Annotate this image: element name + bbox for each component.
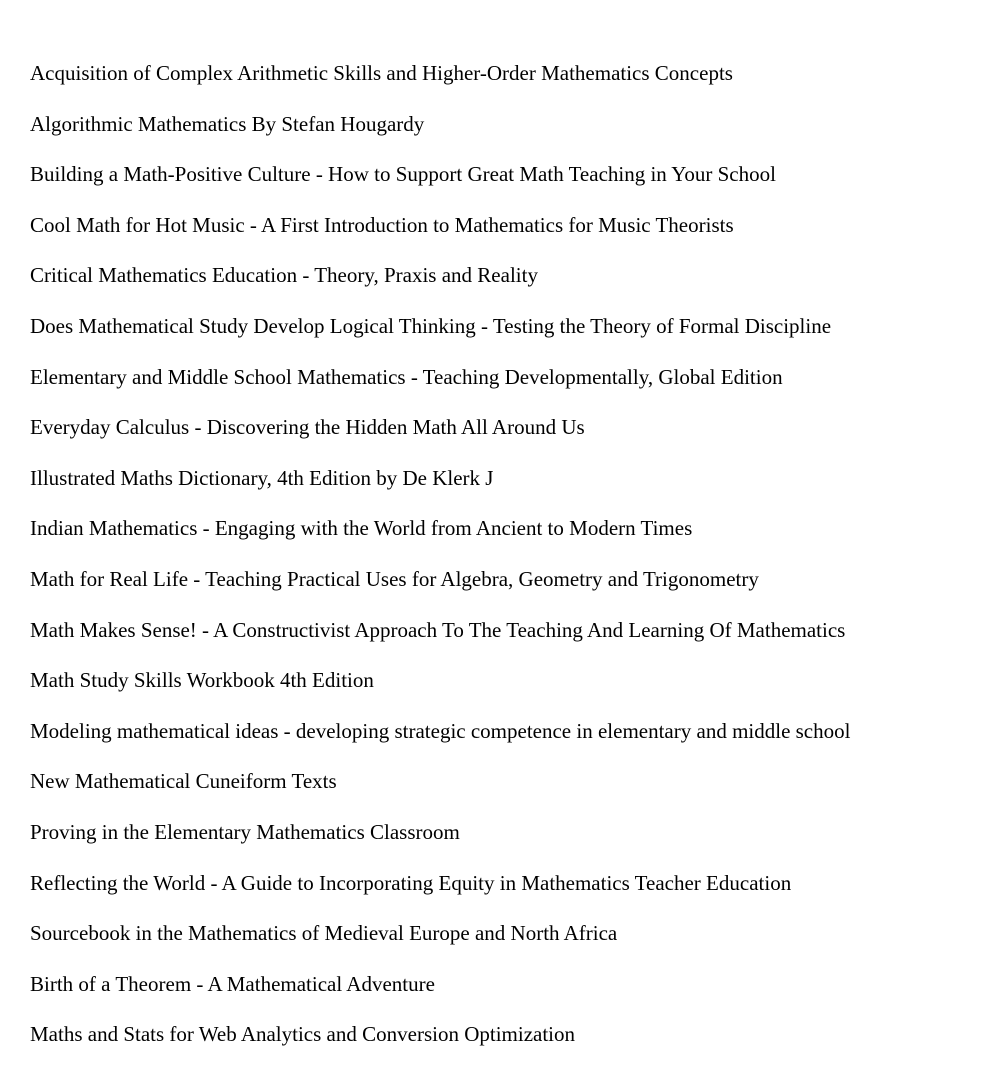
book-title: Algorithmic Mathematics By Stefan Hougardy — [30, 111, 425, 136]
book-title: Math for Real Life - Teaching Practical Uses for Algebra, Geometry and Trigonometry — [30, 566, 759, 591]
book-title: Everyday Calculus - Discovering the Hidden Math All Around Us — [30, 415, 585, 440]
book-title: Elementary and Middle School Mathematics - Teaching Developmentally, Global Edition — [30, 364, 783, 389]
book-title: Maths and Stats for Web Analytics and Conversion Optimization — [30, 1022, 576, 1047]
book-title: Cool Math for Hot Music - A First Introduction to Mathematics for Music Theorists — [30, 212, 734, 237]
book-title: Proving in the Elementary Mathematics Classroom — [30, 819, 460, 844]
book-title: Critical Mathematics Education - Theory, Praxis and Reality — [30, 263, 538, 288]
book-title: Reflecting the World - A Guide to Incorporating Equity in Mathematics Teacher Education — [30, 870, 792, 895]
book-title: Birth of a Theorem - A Mathematical Adventure — [30, 971, 435, 996]
document-page — [30, 58, 980, 1070]
book-title: New Mathematical Cuneiform Texts — [30, 769, 337, 794]
book-title: Acquisition of Complex Arithmetic Skills and Higher-Order Mathematics Concepts — [30, 61, 733, 85]
book-title: Math Makes Sense! - A Constructivist Approach To The Teaching And Learning Of Mathematics — [30, 617, 846, 642]
book-title: Indian Mathematics - Engaging with the World from Ancient to Modern Times — [30, 516, 693, 541]
book-title: Math Study Skills Workbook 4th Edition — [30, 668, 374, 693]
book-title: Does Mathematical Study Develop Logical Thinking - Testing the Theory of Formal Discipline — [30, 313, 832, 338]
book-title: Sourcebook in the Mathematics of Medieval Europe and North Africa — [30, 921, 618, 946]
book-title: Illustrated Maths Dictionary, 4th Edition by De Klerk J — [30, 465, 494, 490]
book-title-list — [30, 58, 980, 1070]
book-title: Building a Math-Positive Culture - How to Support Great Math Teaching in Your School — [30, 162, 776, 187]
book-title: Modeling mathematical ideas - developing strategic competence in elementary and middle school — [30, 718, 851, 743]
